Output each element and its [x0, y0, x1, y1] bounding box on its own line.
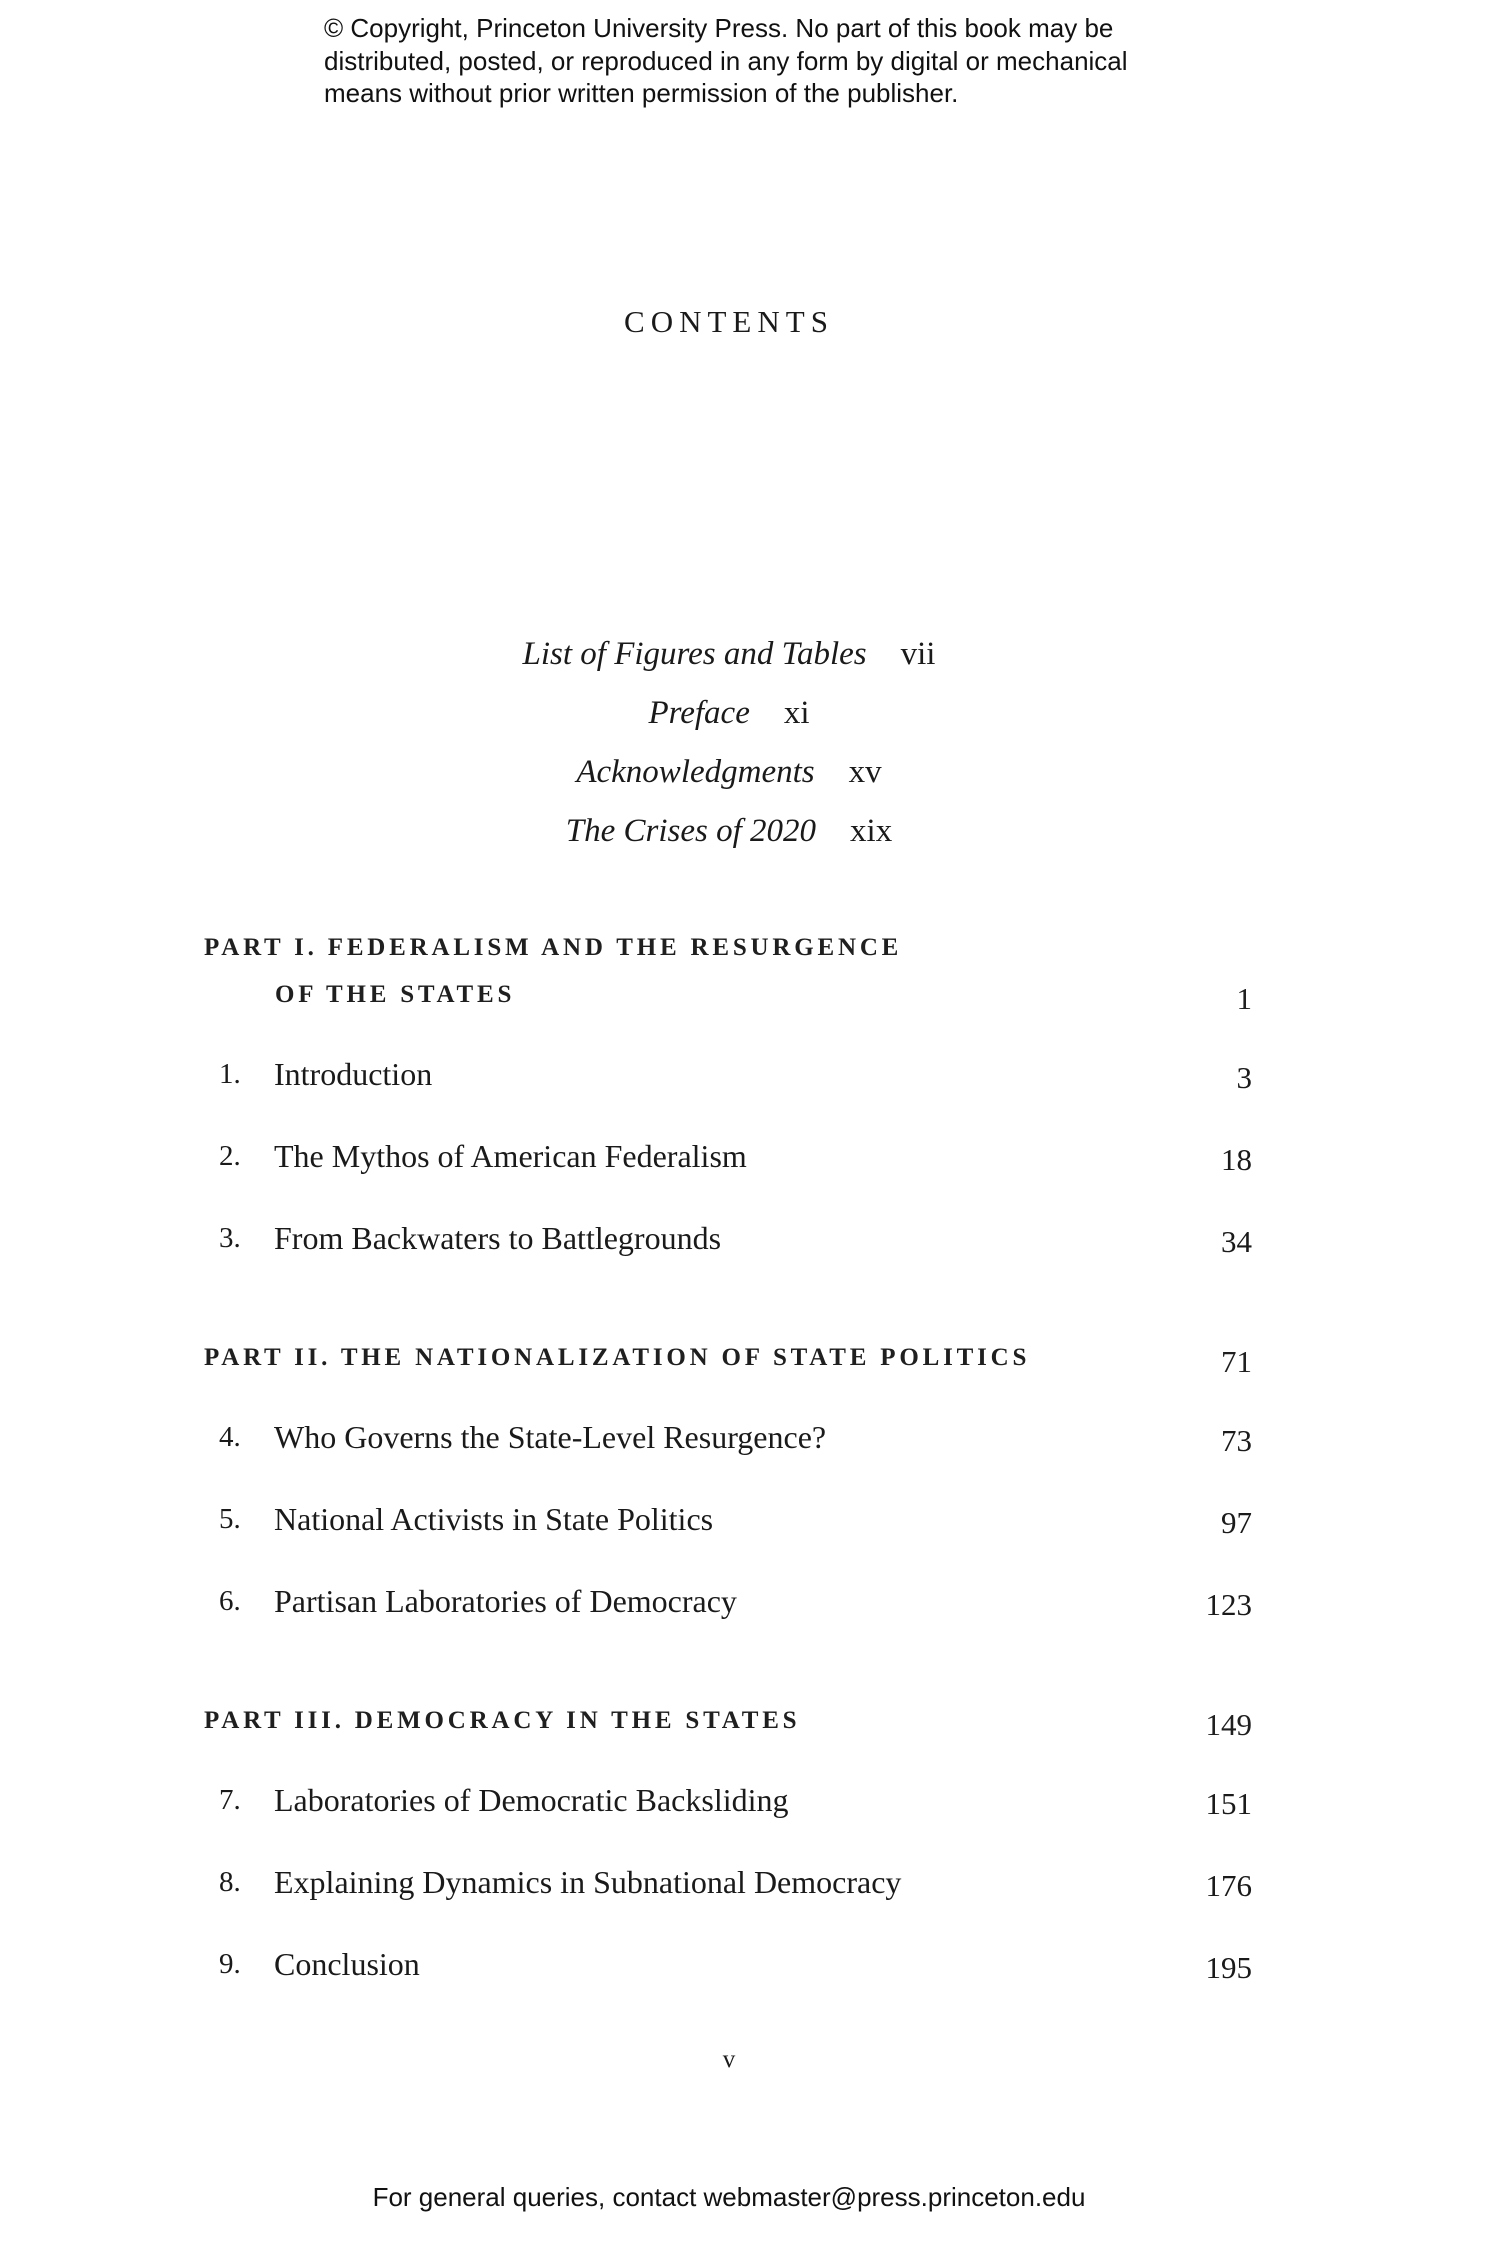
chapter-entry[interactable]	[204, 1501, 1252, 1545]
front-matter-list	[0, 630, 1458, 866]
chapter-number: 4.	[219, 1421, 241, 1453]
chapter-entry[interactable]	[204, 1138, 1252, 1182]
chapter-page: 73	[1221, 1423, 1252, 1458]
page-title: CONTENTS	[624, 304, 834, 339]
chapter-page: 123	[1205, 1587, 1252, 1622]
chapter-page: 18	[1221, 1142, 1252, 1177]
part-title: PART I. FEDERALISM AND THE RESURGENCE	[204, 934, 903, 961]
chapter-title: Introduction	[274, 1056, 433, 1092]
footer-contact-note: For general queries, contact webmaster@press.princeton.edu	[372, 2182, 1086, 2212]
chapter-title: Who Governs the State-Level Resurgence?	[274, 1419, 827, 1455]
entry-title: Preface	[648, 695, 750, 731]
entry-page: xix	[850, 813, 893, 849]
chapter-title: From Backwaters to Battlegrounds	[274, 1220, 722, 1256]
chapter-entry[interactable]	[204, 1782, 1252, 1826]
chapter-number: 6.	[219, 1585, 241, 1617]
chapter-number: 7.	[219, 1784, 241, 1816]
chapter-number: 3.	[219, 1222, 241, 1254]
part-title: PART II. THE NATIONALIZATION OF STATE POLITICS	[204, 1344, 1031, 1371]
chapter-title: Partisan Laboratories of Democracy	[274, 1583, 737, 1619]
entry-page: xi	[783, 695, 810, 731]
chapter-title: Conclusion	[274, 1946, 420, 1982]
front-matter-entry[interactable]	[0, 630, 1458, 689]
chapter-entry[interactable]	[204, 1220, 1252, 1264]
part-heading-1-continued[interactable]	[275, 981, 1252, 1016]
front-matter-entry[interactable]	[0, 807, 1458, 866]
front-matter-entry[interactable]	[0, 748, 1458, 807]
chapter-page: 97	[1221, 1505, 1252, 1540]
part-title: OF THE STATES	[275, 981, 516, 1008]
chapter-entry[interactable]	[204, 1056, 1252, 1100]
part-page: 149	[1205, 1707, 1252, 1742]
chapter-entry[interactable]	[204, 1583, 1252, 1627]
copyright-notice	[324, 12, 1224, 110]
part-page: 1	[1236, 981, 1252, 1016]
chapter-entry[interactable]	[204, 1419, 1252, 1463]
chapter-number: 2.	[219, 1140, 241, 1172]
chapter-page: 195	[1205, 1950, 1252, 1985]
chapter-page: 176	[1205, 1868, 1252, 1903]
chapter-page: 151	[1205, 1786, 1252, 1821]
part-heading-2[interactable]	[204, 1344, 1252, 1379]
chapter-number: 9.	[219, 1948, 241, 1980]
chapter-title: Laboratories of Democratic Backsliding	[274, 1782, 789, 1818]
chapter-entry[interactable]	[204, 1946, 1252, 1990]
copyright-line: © Copyright, Princeton University Press. No part of this book may be	[324, 13, 1114, 43]
part-heading-3[interactable]	[204, 1707, 1252, 1742]
entry-title: List of Figures and Tables	[522, 636, 867, 672]
part-title: PART III. DEMOCRACY IN THE STATES	[204, 1707, 801, 1734]
chapter-page: 3	[1236, 1060, 1252, 1095]
part-page: 71	[1221, 1344, 1252, 1379]
chapter-title: Explaining Dynamics in Subnational Democracy	[274, 1864, 902, 1900]
chapter-entry[interactable]	[204, 1864, 1252, 1908]
copyright-line: means without prior written permission of the publisher.	[324, 78, 959, 108]
front-matter-entry[interactable]	[0, 689, 1458, 748]
entry-page: vii	[900, 636, 936, 672]
chapter-number: 8.	[219, 1866, 241, 1898]
copyright-line: distributed, posted, or reproduced in any form by digital or mechanical	[324, 45, 1128, 76]
chapter-number: 1.	[219, 1058, 241, 1090]
chapter-title: The Mythos of American Federalism	[274, 1138, 747, 1174]
chapter-title: National Activists in State Politics	[274, 1501, 714, 1537]
page-number: v	[722, 2046, 736, 2073]
entry-page: xv	[848, 754, 882, 790]
part-heading-1[interactable]	[204, 934, 1252, 962]
chapter-number: 5.	[219, 1503, 241, 1535]
chapter-page: 34	[1221, 1224, 1252, 1259]
entry-title: The Crises of 2020	[565, 813, 817, 849]
entry-title: Acknowledgments	[576, 754, 815, 790]
